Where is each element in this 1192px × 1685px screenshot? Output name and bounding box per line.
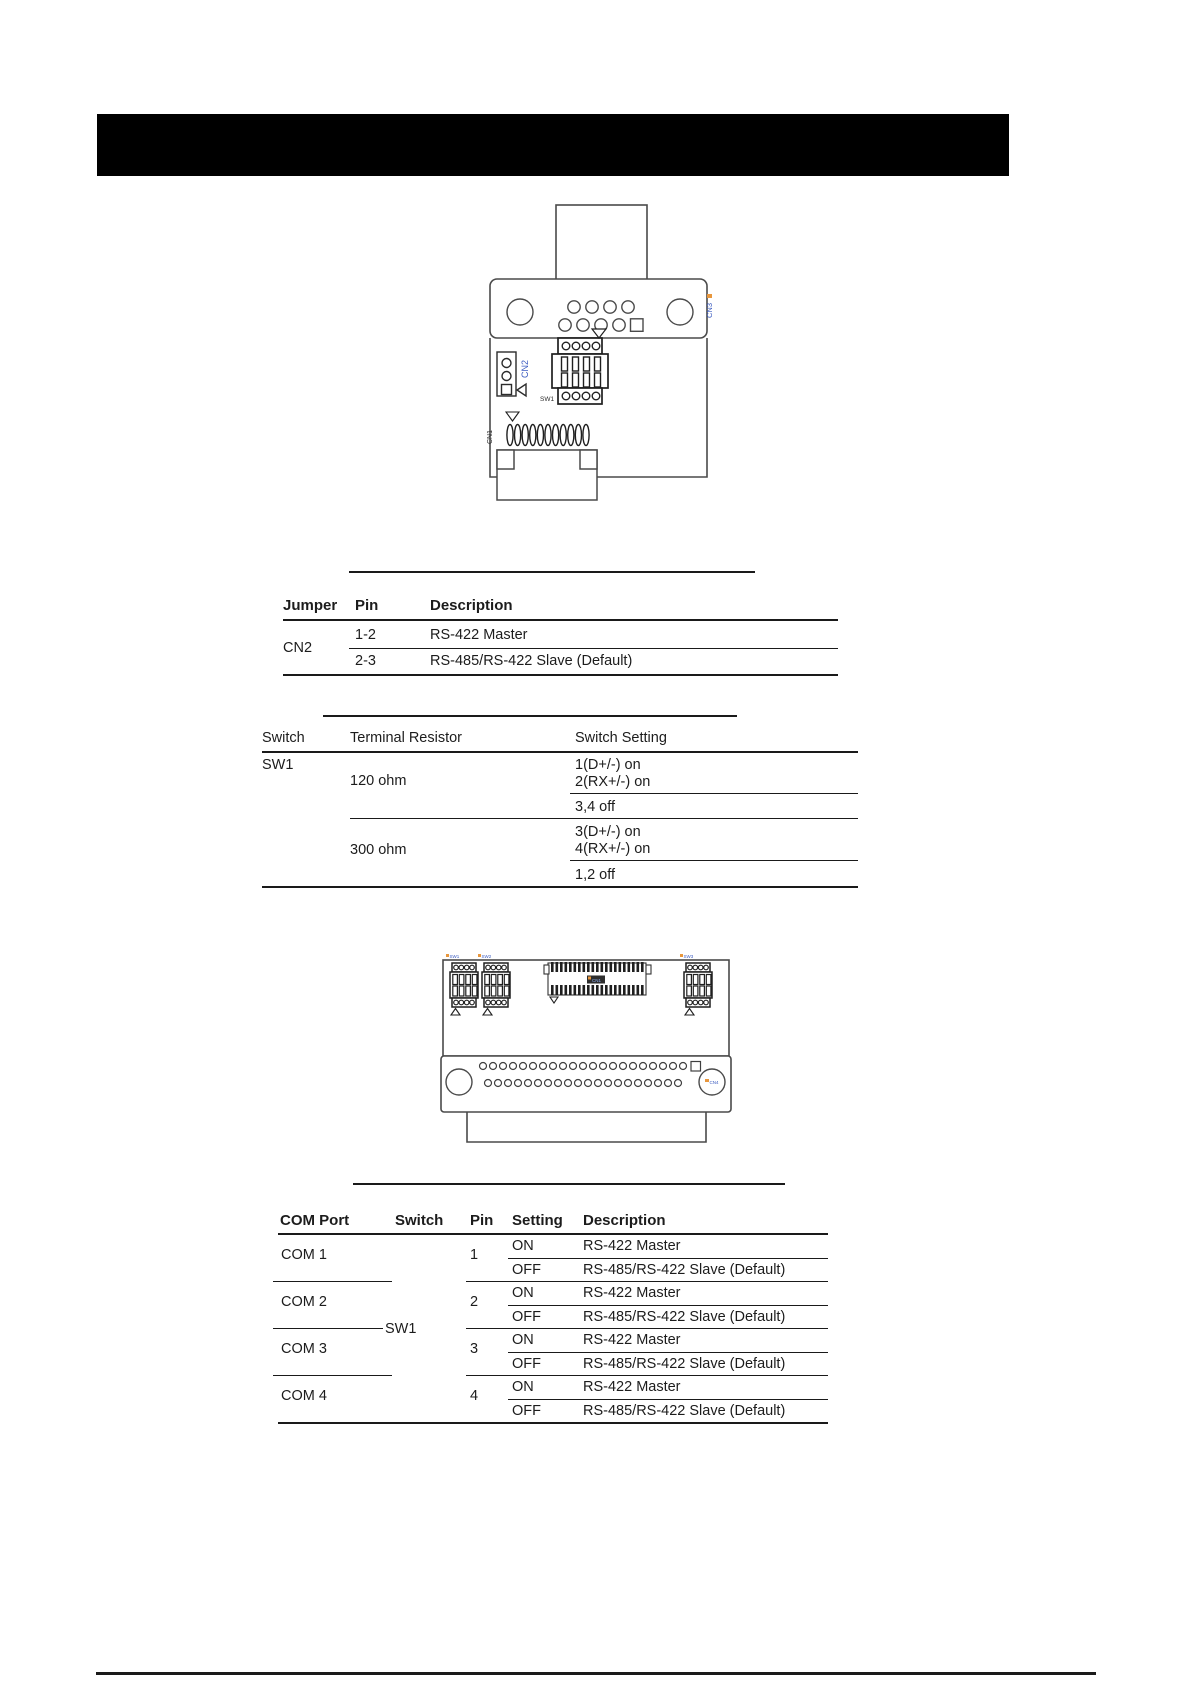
pin-cell: 1-2 [355,627,376,643]
sw1-label: SW1 [540,396,555,403]
description-cell: RS-485/RS-422 Slave (Default) [583,1262,786,1278]
table-top-rule [353,1183,785,1185]
setting-cell: 2(RX+/-) on [575,774,651,790]
pin-col-header: Pin [470,1212,494,1229]
dip-switch-3 [684,963,712,1015]
setting-cell: OFF [512,1356,541,1372]
group-rule-right [466,1375,828,1376]
setting-cell: ON [512,1238,534,1254]
description-cell: RS-422 Master [583,1332,681,1348]
dip-switch-2 [482,963,510,1015]
setting-cell: ON [512,1332,534,1348]
pin-cell: 3 [470,1341,479,1357]
serial-board-diagram-1 [440,200,720,510]
pin1-square-hole [691,1062,701,1072]
com-port-cell: COM 1 [281,1247,327,1263]
dip-switch-1 [450,963,478,1015]
highlight-tick [707,294,712,298]
description-cell: RS-485/RS-422 Slave (Default) [583,1356,786,1372]
com-port-cell: COM 2 [281,1294,327,1310]
cn1-label: CN1 [592,978,602,983]
com-port-col-header: COM Port [280,1212,350,1229]
switch-col-header: Switch [395,1212,444,1229]
row-rule [349,648,838,649]
footer-rule [96,1672,1096,1675]
cn1-label: CN1 [487,429,494,444]
group-rule-right [466,1281,828,1282]
setting-cell: OFF [512,1309,541,1325]
group-rule-left [273,1375,392,1376]
group-rule-right [466,1328,828,1329]
row-rule [508,1258,828,1259]
description-cell: RS-422 Master [583,1285,681,1301]
screw-hole-left [507,299,533,325]
switch-col-header: Switch [262,730,305,746]
setting-col-header: Setting [512,1212,563,1229]
pin-row-bottom [483,1078,683,1088]
pin1-square-hole [631,319,644,332]
sw-left2-label: SW2 [481,954,492,959]
pin-marker-triangle [517,384,526,396]
resistor-cell: 120 ohm [350,773,407,789]
description-cell: RS-485/RS-422 Slave (Default) [583,1403,786,1419]
sw1-dip-switch [552,329,608,404]
bottom-connector-shell [467,1112,706,1142]
sw-left1-label: SW1 [449,954,460,959]
setting-cell: 3(D+/-) on [575,824,641,840]
header-rule [262,751,858,753]
setting-cell: OFF [512,1262,541,1278]
pin-cell: 4 [470,1388,479,1404]
table-top-rule [349,571,755,573]
sw-right-label: SW3 [683,954,694,959]
group-rule [350,818,858,819]
cn1-connector [497,412,597,500]
group-rule-left [273,1328,383,1329]
switch-setting-col-header: Switch Setting [575,730,667,746]
description-cell: RS-485/RS-422 Slave (Default) [583,1309,786,1325]
table-top-rule [323,715,737,717]
header-rule [278,1233,828,1235]
chapter-header-bar [97,114,1009,176]
cn2-label: CN2 [520,359,530,378]
com-port-cell: COM 3 [281,1341,327,1357]
table-bottom-rule [283,674,838,676]
description-cell: RS-422 Master [583,1379,681,1395]
setting-cell: 3,4 off [575,799,616,815]
table-bottom-rule [278,1422,828,1424]
pin-row-top [478,1061,688,1071]
terminal-resistor-col-header: Terminal Resistor [350,730,462,746]
row-rule [570,793,858,794]
row-rule [508,1352,828,1353]
setting-cell: ON [512,1379,534,1395]
jumper-col-header: Jumper [283,597,338,614]
com-port-cell: COM 4 [281,1388,327,1404]
description-cell: RS-422 Master [583,1238,681,1254]
setting-cell: 1(D+/-) on [575,757,641,773]
screw-hole-left [446,1069,472,1095]
serial-board-diagram-2 [410,880,745,1150]
row-rule [570,860,858,861]
pin-cell: 2-3 [355,653,376,669]
screw-hole-right [667,299,693,325]
db9-neck [556,205,647,280]
description-col-header: Description [430,597,513,614]
pin-marker-triangle [506,412,519,421]
setting-cell: OFF [512,1403,541,1419]
highlight-tick [705,1079,709,1082]
description-cell: RS-485/RS-422 Slave (Default) [430,653,633,669]
setting-cell: 1,2 off [575,867,616,883]
cn3-label: CN3 [705,302,714,318]
switch-name-cell: SW1 [262,757,294,773]
setting-cell: 4(RX+/-) on [575,841,651,857]
highlight-tick [588,977,591,980]
resistor-cell: 300 ohm [350,842,407,858]
switch-name-cell: SW1 [385,1321,417,1337]
setting-cell: ON [512,1285,534,1301]
pin-col-header: Pin [355,597,379,614]
pin-cell: 1 [470,1247,479,1263]
cn4-label: CN4 [709,1080,719,1085]
group-rule-left [273,1281,392,1282]
description-cell: RS-422 Master [430,627,528,643]
pin-cell: 2 [470,1294,479,1310]
header-rule [283,619,838,621]
row-rule [508,1305,828,1306]
row-rule [508,1399,828,1400]
description-col-header: Description [583,1212,666,1229]
jumper-name-cell: CN2 [283,640,313,656]
